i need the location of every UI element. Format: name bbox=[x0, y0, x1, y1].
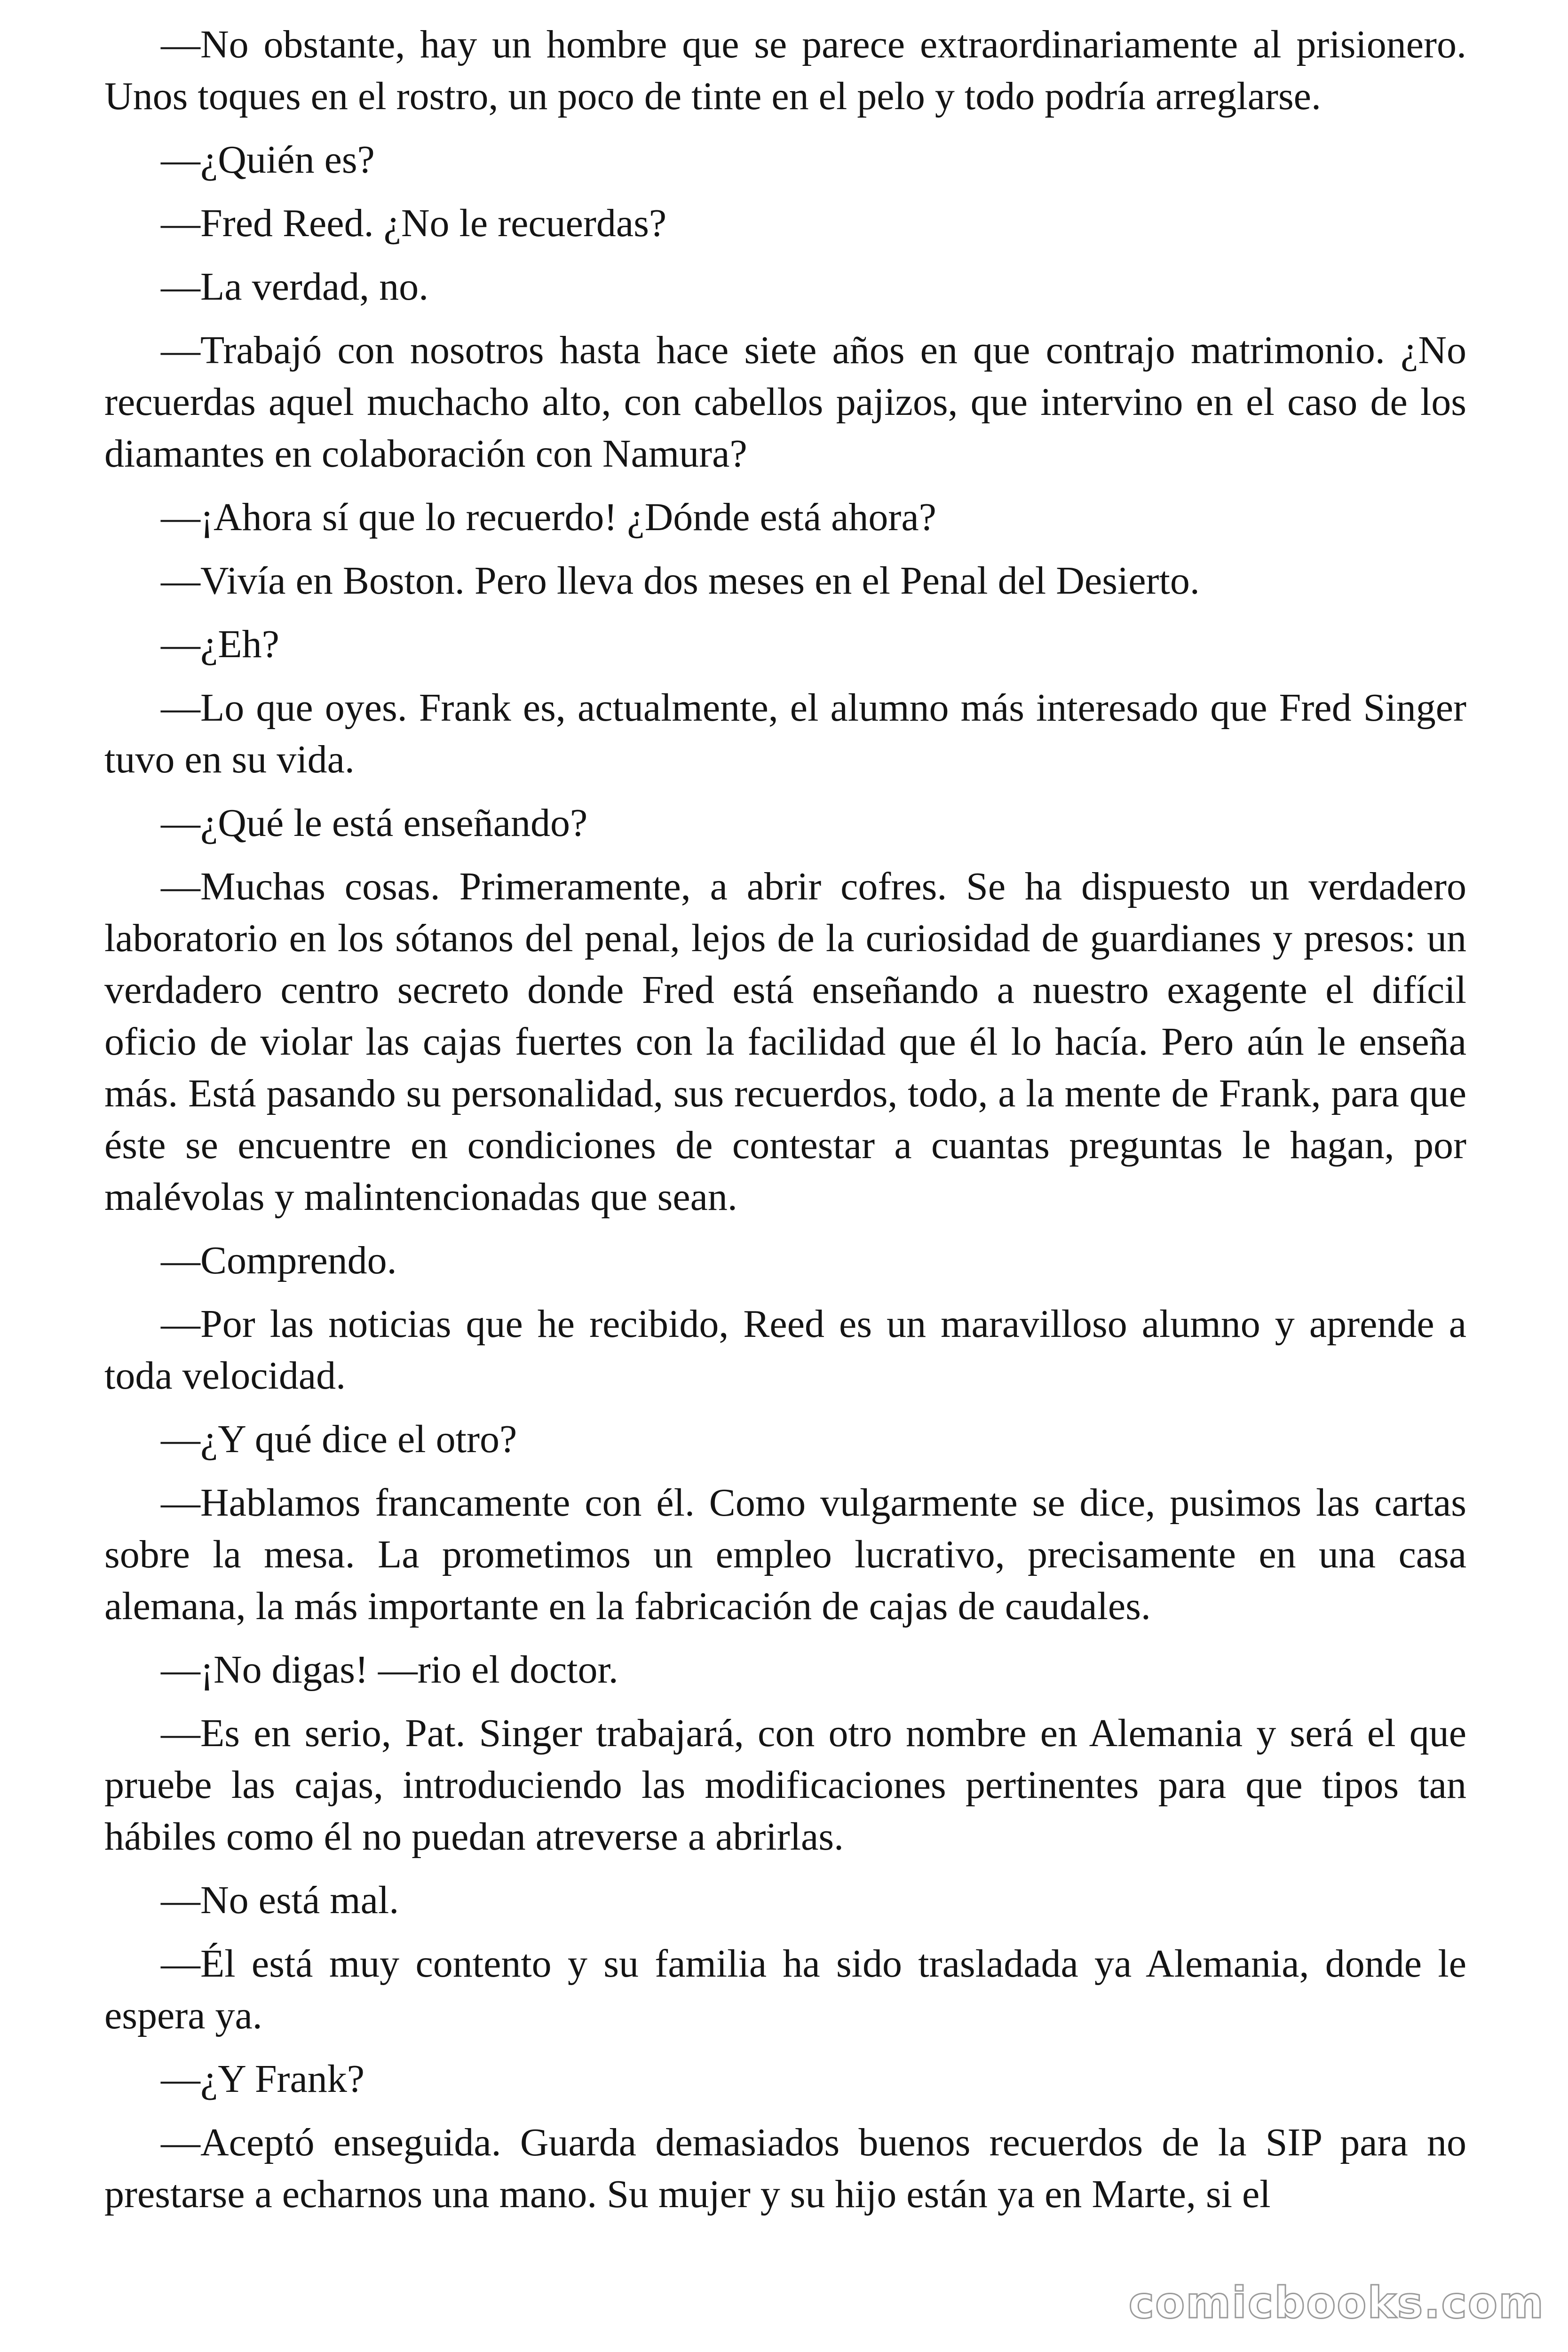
paragraph: —No está mal. bbox=[161, 1878, 399, 1922]
paragraph: —Vivía en Boston. Pero lleva dos meses en el Penal del Desierto. bbox=[161, 559, 1200, 603]
paragraph: —¿Qué le está enseñando? bbox=[161, 801, 588, 845]
paragraph: —Aceptó enseguida. Guarda demasiados buenos recuerdos de la SIP para no prestarse a echarnos una mano. Su mujer y su hijo están ya en Marte, si el bbox=[104, 2121, 1466, 2216]
paragraph: —Fred Reed. ¿No le recuerdas? bbox=[161, 201, 667, 245]
paragraph: —¿Quién es? bbox=[161, 138, 375, 182]
paragraph: —Trabajó con nosotros hasta hace siete años en que contrajo matrimonio. ¿No recuerdas aquel muchacho alto, con cabellos pajizos, que intervino en el caso de los diamantes en colaboración con Namura? bbox=[104, 328, 1466, 476]
paragraph: —¿Y Frank? bbox=[161, 2057, 365, 2101]
paragraph: —Él está muy contento y su familia ha sido trasladada ya Alemania, donde le espera ya. bbox=[104, 1942, 1466, 2037]
paragraph: —No obstante, hay un hombre que se parece extraordinariamente al prisionero. Unos toques en el rostro, un poco de tinte en el pelo y todo podría arreglarse. bbox=[104, 23, 1466, 118]
paragraph: —¿Y qué dice el otro? bbox=[161, 1417, 517, 1461]
paragraph: —La verdad, no. bbox=[161, 265, 429, 309]
paragraph: —¡Ahora sí que lo recuerdo! ¿Dónde está ahora? bbox=[161, 495, 936, 539]
page-text bbox=[104, 19, 1466, 2232]
paragraph: —Por las noticias que he recibido, Reed es un maravilloso alumno y aprende a toda velocidad. bbox=[104, 1302, 1466, 1398]
paragraph: —Es en serio, Pat. Singer trabajará, con otro nombre en Alemania y será el que pruebe las cajas, introduciendo las modificaciones pertinentes para que tipos tan hábiles como él no puedan atreverse a abrirlas. bbox=[104, 1711, 1466, 1859]
paragraph: —¡No digas! —rio el doctor. bbox=[161, 1648, 618, 1692]
paragraph: —Lo que oyes. Frank es, actualmente, el alumno más interesado que Fred Singer tuvo en su vida. bbox=[104, 686, 1466, 781]
paragraph: —Muchas cosas. Primeramente, a abrir cofres. Se ha dispuesto un verdadero laboratorio en los sótanos del penal, lejos de la curiosidad de guardianes y presos: un verdadero centro secreto donde Fred está enseñando a nuestro exagente el difícil oficio de violar las cajas fuertes con la facilidad que él lo hacía. Pero aún le enseña más. Está pasando su personalidad, sus recuerdos, todo, a la mente de Frank, para que éste se encuentre en condiciones de contestar a cuantas preguntas le hagan, por malévolas y malintencionadas que sean. bbox=[104, 865, 1466, 1219]
paragraph: —¿Eh? bbox=[161, 622, 279, 666]
paragraph: —Hablamos francamente con él. Como vulgarmente se dice, pusimos las cartas sobre la mesa. La prometimos un empleo lucrativo, precisamente en una casa alemana, la más importante en la fabricación de cajas de caudales. bbox=[104, 1481, 1466, 1628]
watermark-logo: comicbooks.com bbox=[1128, 2278, 1544, 2328]
paragraph: —Comprendo. bbox=[161, 1239, 397, 1282]
